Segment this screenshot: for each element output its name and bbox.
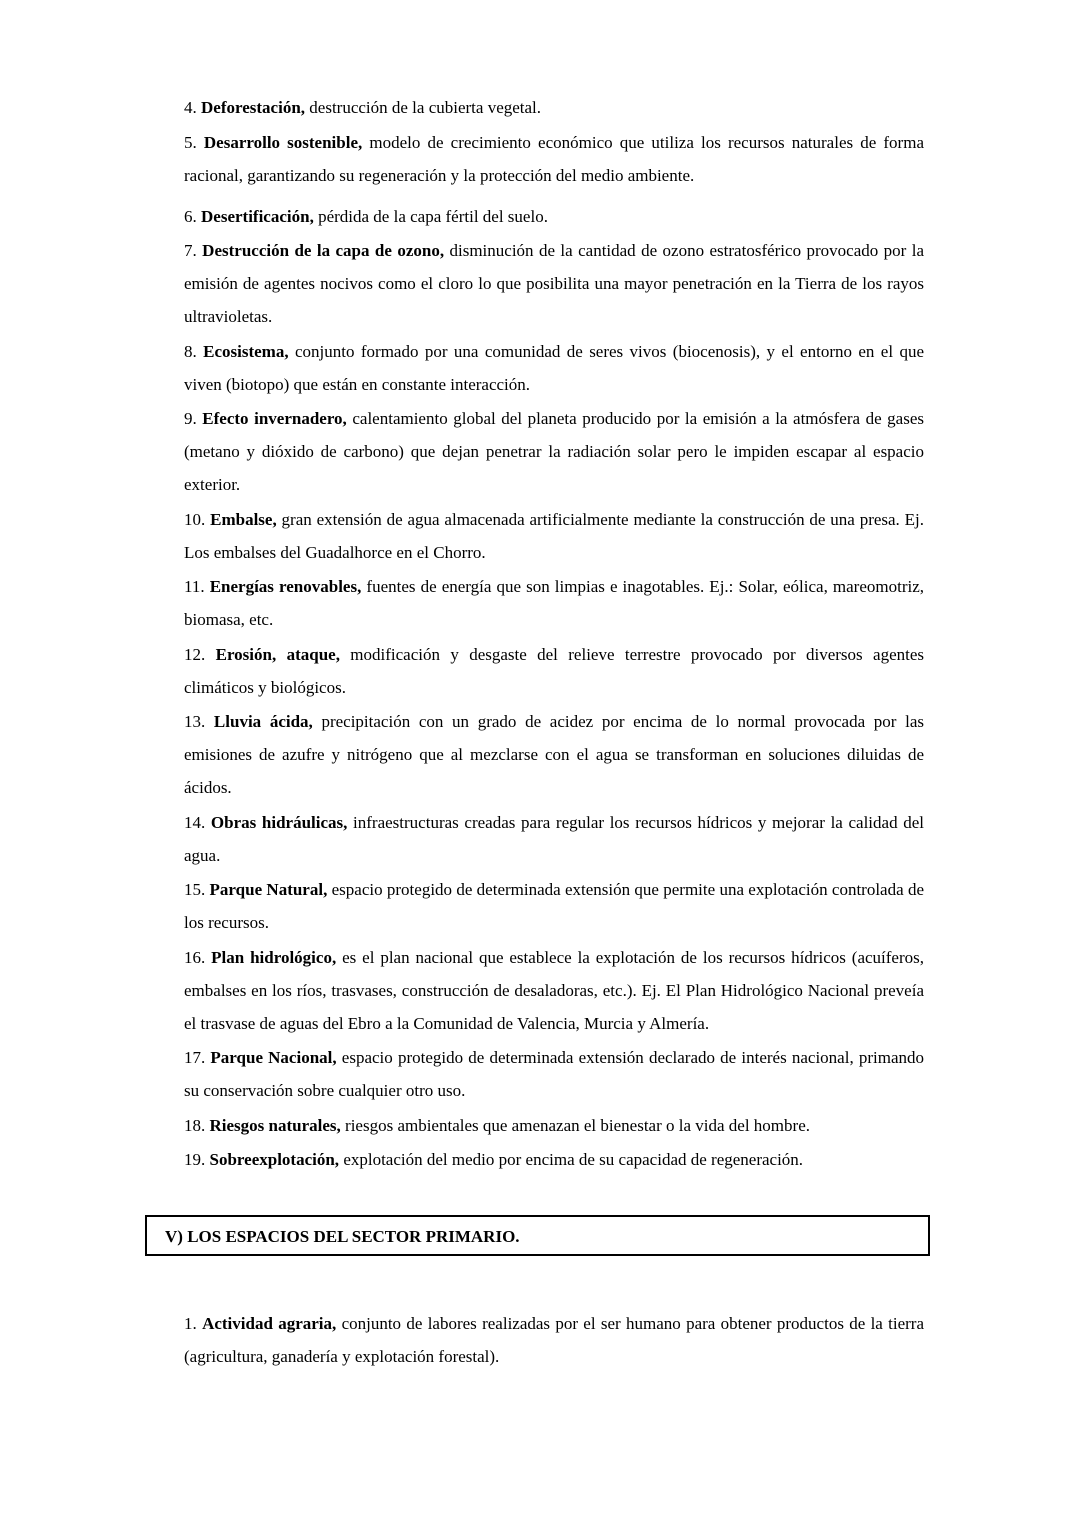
entry-term: Parque Nacional, <box>210 1048 337 1067</box>
entry-number: 7. <box>184 241 197 260</box>
entry-term: Actividad agraria, <box>202 1314 337 1333</box>
glossary-entry <box>184 806 924 872</box>
entry-definition: precipitación con un grado de acidez por encima de lo normal provocada por las emisiones de azufre y nitrógeno que al mezclarse con el agua se transforman en soluciones diluidas de ácidos. <box>184 712 924 797</box>
glossary-entry <box>184 873 924 939</box>
entry-term: Sobreexplotación, <box>209 1150 340 1169</box>
entry-term: Desertificación, <box>201 206 314 226</box>
entry-number: 18. <box>184 1115 206 1135</box>
glossary-list <box>184 1307 924 1375</box>
entry-number: 15. <box>184 880 206 899</box>
entry-definition: es el plan nacional que establece la explotación de los recursos hídricos (acuíferos, embalses en los ríos, trasvases, construcción de desaladoras, etc.). Ej. El Plan Hidrológico Nacional preveía el trasvase de aguas del Ebro a la Comunidad de Valencia, Murcia y Almería. <box>184 947 924 1033</box>
glossary-entry <box>184 402 924 501</box>
entry-number: 13. <box>184 712 206 731</box>
entry-definition: explotación del medio por encima de su capacidad de regeneración. <box>339 1150 804 1169</box>
entry-number: 9. <box>184 409 197 428</box>
section-title: V) LOS ESPACIOS DEL SECTOR PRIMARIO. <box>165 1227 520 1246</box>
entry-number: 19. <box>184 1150 206 1169</box>
section-heading-box <box>145 1215 930 1256</box>
entry-term: Embalse, <box>210 509 277 529</box>
entry-definition: riesgos ambientales que amenazan el bienestar o la vida del hombre. <box>340 1115 810 1135</box>
glossary-entry <box>184 705 924 804</box>
glossary-entry <box>184 1143 924 1176</box>
glossary-entry <box>184 638 924 704</box>
entry-definition: espacio protegido de determinada extensión que permite una explotación controlada de los recursos. <box>184 880 924 932</box>
entry-term: Efecto invernadero, <box>202 409 347 428</box>
entry-number: 5. <box>184 132 197 152</box>
entry-term: Destrucción de la capa de ozono, <box>202 241 445 260</box>
entry-definition: gran extensión de agua almacenada artificialmente mediante la construcción de una presa. Ej. Los embalses del Guadalhorce en el Chorro. <box>184 509 925 562</box>
entry-term: Plan hidrológico, <box>211 947 337 967</box>
entry-definition: fuentes de energía que son limpias e inagotables. Ej.: Solar, eólica, mareomotriz, biomasa, etc. <box>184 577 925 629</box>
entry-term: Ecosistema, <box>203 341 289 361</box>
entry-number: 17. <box>184 1048 206 1067</box>
entry-number: 10. <box>184 509 206 529</box>
entry-term: Riesgos naturales, <box>209 1115 341 1135</box>
glossary-entry <box>184 335 924 401</box>
glossary-list <box>184 91 924 1178</box>
entry-definition: pérdida de la capa fértil del suelo. <box>313 206 548 226</box>
entry-term: Deforestación, <box>201 98 306 117</box>
entry-number: 6. <box>184 206 197 226</box>
glossary-entry <box>184 570 924 636</box>
entry-term: Desarrollo sostenible, <box>203 132 363 152</box>
glossary-entry <box>184 1041 924 1107</box>
entry-term: Obras hidráulicas, <box>210 812 348 832</box>
glossary-entry <box>184 234 924 333</box>
entry-definition: destrucción de la cubierta vegetal. <box>305 98 542 117</box>
glossary-entry <box>184 1307 924 1373</box>
entry-number: 4. <box>184 98 197 117</box>
entry-number: 12. <box>184 644 206 664</box>
entry-number: 8. <box>184 341 197 361</box>
glossary-entry <box>184 503 924 569</box>
glossary-entry <box>184 1109 924 1142</box>
entry-definition: conjunto de labores realizadas por el ser humano para obtener productos de la tierra (agricultura, ganadería y explotación forestal). <box>184 1314 925 1366</box>
entry-definition: espacio protegido de determinada extensión declarado de interés nacional, primando su conservación sobre cualquier otro uso. <box>184 1048 925 1100</box>
entry-number: 16. <box>184 947 206 967</box>
entry-definition: modificación y desgaste del relieve terrestre provocado por diversos agentes climáticos y biológicos. <box>184 644 924 697</box>
glossary-entry <box>184 91 924 124</box>
glossary-entry <box>184 200 924 233</box>
glossary-entry <box>184 941 924 1040</box>
entry-definition: modelo de crecimiento económico que utiliza los recursos naturales de forma racional, garantizando su regeneración y la protección del medio ambiente. <box>184 132 924 185</box>
entry-term: Lluvia ácida, <box>213 712 313 731</box>
entry-term: Erosión, ataque, <box>215 644 340 664</box>
entry-definition: calentamiento global del planeta producido por la emisión a la atmósfera de gases (metano y dióxido de carbono) que dejan penetrar la radiación solar pero le impiden escapar al espacio exterior. <box>184 409 924 494</box>
entry-term: Parque Natural, <box>209 880 328 899</box>
entry-number: 14. <box>184 812 206 832</box>
entry-number: 1. <box>184 1314 197 1333</box>
entry-definition: disminución de la cantidad de ozono estratosférico provocado por la emisión de agentes nocivos como el cloro lo que posibilita una mayor penetración en la Tierra de los rayos ultravioletas. <box>184 241 924 326</box>
entry-term: Energías renovables, <box>209 577 362 596</box>
glossary-entry <box>184 126 924 192</box>
entry-definition: conjunto formado por una comunidad de seres vivos (biocenosis), y el entorno en el que viven (biotopo) que están en constante interacción. <box>184 341 925 394</box>
entry-number: 11. <box>184 577 205 596</box>
entry-definition: infraestructuras creadas para regular los recursos hídricos y mejorar la calidad del agua. <box>184 812 924 865</box>
